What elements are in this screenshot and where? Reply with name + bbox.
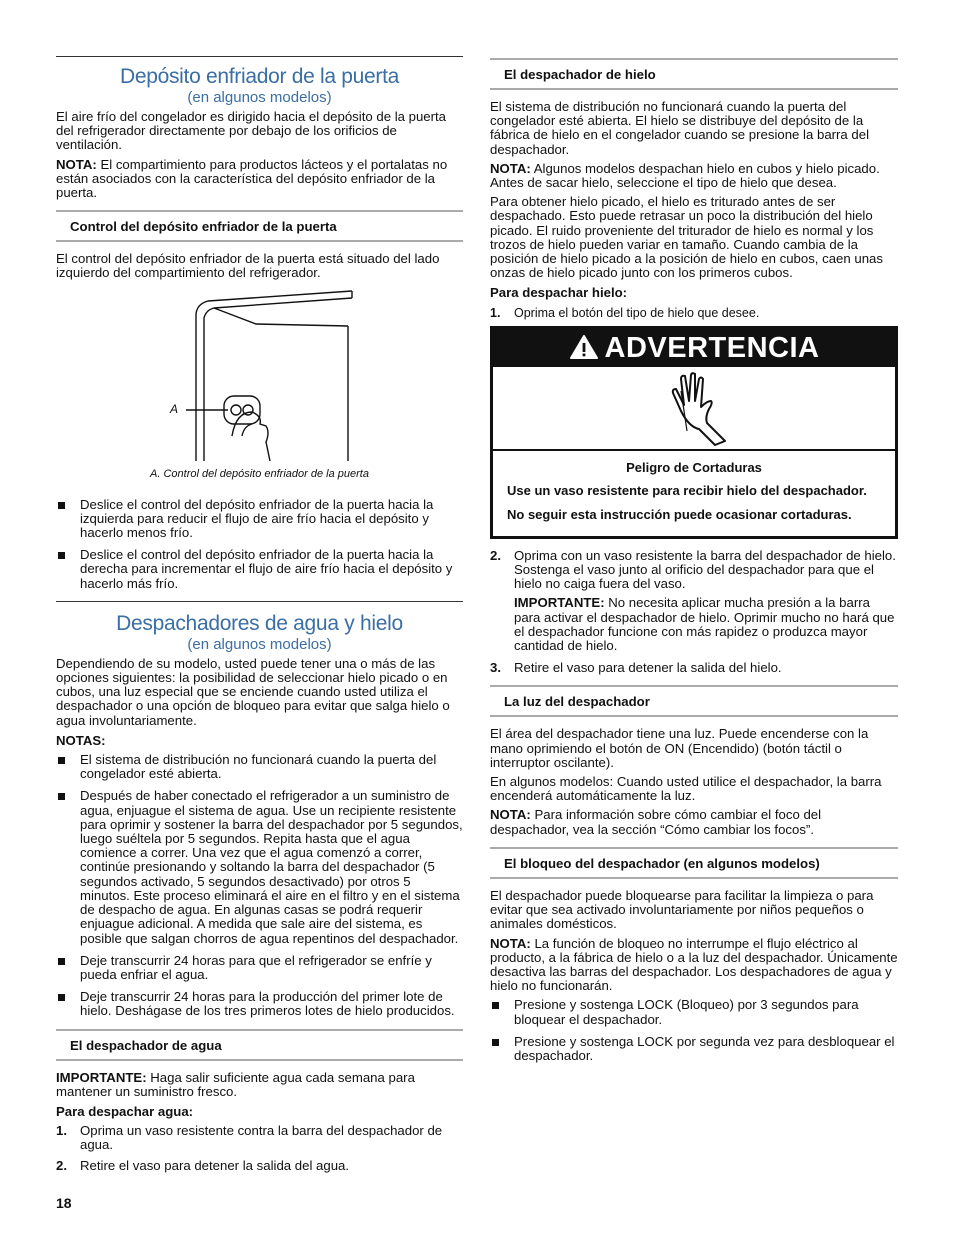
page-number: 18 xyxy=(56,1195,72,1211)
door-bin-control-figure xyxy=(56,286,463,466)
note: NOTA: La función de bloqueo no interrumpe el flujo eléctrico al producto, a la fábrica de hielo o a la luz del despachador. Únicamente desactiva las barras del despachador. Los despachadores de agua y hielo no funcionarán. xyxy=(490,935,898,994)
warning-body xyxy=(493,451,895,536)
paragraph: El control del depósito enfriador de la puerta está situado del lado izquierdo del compartimiento del refrigerador. xyxy=(56,251,440,281)
dispense-ice-label: Para despachar hielo: xyxy=(490,285,628,301)
list-item: Después de haber conectado el refrigerador a un suministro de agua, enjuague el sistema de agua. Use un recipiente resistente para oprimir y sostener la barra del despachador por 5 segundos, luego suéltela por 5 segundos. Repita hasta que el agua comience a correr. Una vez que el agua comenzó a correr, continúe presionando y soltando la barra del despachador (5 segundos activado, 5 segundos desactivado) por otros 5 minutos. Este proceso eliminará el aire en el filtro y en el sistema de despacho de agua. En algunas casas se podrá requerir enjuague adicional. A medida que sale aire del sistema, es posible que salgan chorros de agua repentinos del despachador. xyxy=(56,789,463,945)
note: NOTA: Algunos modelos despachan hielo en cubos y hielo picado. Antes de sacar hielo, seleccione el tipo de hielo que desea. xyxy=(490,160,880,191)
subheading-ice-dispenser: El despachador de hielo xyxy=(490,58,898,90)
section-rule xyxy=(56,601,463,612)
refrigerator-door-illustration xyxy=(56,286,463,466)
top-rule xyxy=(56,56,463,65)
note: NOTA: Para información sobre cómo cambiar el foco del despachador, vea la sección “Cómo cambiar los focos”. xyxy=(490,807,822,837)
paragraph: En algunos modelos: Cuando usted utilice el despachador, la barra encenderá automáticamente la luz. xyxy=(490,774,882,804)
subheading-dispenser-light: La luz del despachador xyxy=(490,685,898,717)
dispense-water-label: Para despachar agua: xyxy=(56,1103,194,1119)
list-item: 2. Oprima con un vaso resistente la barra del despachador de hielo. Sostenga el vaso junto al orificio del despachador para que el hielo no caiga fuera del vaso. IMPORTANTE: No necesita aplicar mucha presión a la barra para activar el despachador de hielo. Oprimir mucho no hará que el despachador funcione con más rapidez o produzca mayor cantidad de hielo. xyxy=(490,549,898,653)
warning-header: ADVERTENCIA xyxy=(493,329,895,367)
figure-label-a: A xyxy=(170,401,179,416)
list-item: 1. Oprima el botón del tipo de hielo que desee. xyxy=(490,305,760,320)
list-item: 3. Retire el vaso para detener la salida del hielo. xyxy=(490,660,782,676)
paragraph: El aire frío del congelador es dirigido hacia el depósito de la puerta del refrigerador directamente por debajo de los orificios de ventilación. xyxy=(56,109,447,153)
subheading-door-bin-control: Control del depósito enfriador de la puerta xyxy=(56,210,463,242)
warning-line: No seguir esta instrucción puede ocasionar cortaduras. xyxy=(507,506,852,522)
list-item: El sistema de distribución no funcionará cuando la puerta del congelador esté abierta. xyxy=(56,753,463,781)
list-item: Presione y sostenga LOCK por segunda vez para desbloquear el despachador. xyxy=(490,1035,898,1063)
paragraph: El área del despachador tiene una luz. Puede encenderse con la mano oprimiendo el botón de ON (Encendido) (botón táctil o interruptor oscilante). xyxy=(490,726,869,770)
lock-bullet-list xyxy=(490,998,898,1063)
section-subtitle: (en algunos modelos) xyxy=(187,89,332,106)
list-item: Deslice el control del depósito enfriador de la puerta hacia la derecha para incrementar el flujo de aire frío hacia el depósito y hacerlo más frío. xyxy=(56,548,463,591)
warning-box xyxy=(490,326,898,539)
left-column xyxy=(56,56,463,1179)
paragraph: El sistema de distribución no funcionará cuando la puerta del congelador esté abierta. El hielo se distribuye del depósito de la fábrica de hielo en el congelador cuando se presione la barra del despachador. xyxy=(490,99,870,157)
list-item: Presione y sostenga LOCK (Bloqueo) por 3 segundos para bloquear el despachador. xyxy=(490,998,898,1026)
important-note: IMPORTANTE: No necesita aplicar mucha presión a la barra para activar el despachador de hielo. Oprimir mucho no hará que el despachador funcione con más rapidez o produzca mayor cantidad de hielo. xyxy=(514,595,895,654)
list-item: 1. Oprima un vaso resistente contra la barra del despachador de agua. xyxy=(56,1123,443,1153)
list-item: Deje transcurrir 24 horas para que el refrigerador se enfríe y pueda enfriar el agua. xyxy=(56,954,463,982)
section-subtitle: (en algunos modelos) xyxy=(187,635,332,653)
paragraph: El despachador puede bloquearse para facilitar la limpieza o para evitar que sea activado involuntariamente por niños pequeños o animales domésticos. xyxy=(490,887,874,932)
section-title-dispensers: Despachadores de agua y hielo xyxy=(116,611,403,635)
warning-triangle-icon xyxy=(569,334,599,360)
paragraph: Para obtener hielo picado, el hielo es triturado antes de ser despachado. Esto puede retrasar un poco la distribución del hielo picado. El ruido proveniente del triturador de hielo es normal y los trozos de hielo pueden variar en tamaño. Cuando cambia de la posición de hielo picado a la posición de hielo en cubos, caen unas onzas de hielo picado junto con los primeros cubos. xyxy=(490,194,883,281)
right-column xyxy=(490,58,898,1071)
ice-steps-list xyxy=(490,306,898,320)
warning-pictogram xyxy=(493,367,895,451)
water-steps-list xyxy=(56,1124,463,1173)
list-item: 2. Retire el vaso para detener la salida del agua. xyxy=(56,1157,350,1173)
hazard-title: Peligro de Cortaduras xyxy=(626,459,762,475)
list-item: Deje transcurrir 24 horas para la producción del primer lote de hielo. Deshágase de los tres primeros lotes de hielo producidos. xyxy=(56,990,463,1018)
control-bullet-list xyxy=(56,498,463,591)
figure-caption: A. Control del depósito enfriador de la puerta xyxy=(150,467,369,480)
note: NOTA: El compartimiento para productos lácteos y el portalatas no están asociados con la característica del depósito enfriador de la puerta. xyxy=(56,156,448,201)
ice-steps-list-continued xyxy=(490,549,898,676)
paragraph: Dependiendo de su modelo, usted puede tener una o más de las opciones siguientes: la posibilidad de seleccionar hielo picado o en cubos, una luz especial que se enciende cuando usted utiliza el despachador o una opción de bloqueo para evitar que salga hielo o agua involuntariamente. xyxy=(56,655,450,728)
list-item: Deslice el control del depósito enfriador de la puerta hacia la izquierda para reducir el flujo de aire frío hacia el depósito y hacerlo menos frío. xyxy=(56,498,463,541)
important-note: IMPORTANTE: Haga salir suficiente agua cada semana para mantener un suministro fresco. xyxy=(56,1069,415,1099)
cut-hand-icon xyxy=(659,371,739,447)
notes-bullet-list xyxy=(56,753,463,1018)
notes-label: NOTAS: xyxy=(56,732,106,748)
warning-line: Use un vaso resistente para recibir hielo del despachador. xyxy=(507,482,867,498)
subheading-water-dispenser: El despachador de agua xyxy=(56,1029,463,1061)
subheading-dispenser-lock: El bloqueo del despachador (en algunos modelos) xyxy=(490,847,898,879)
section-title-door-bin: Depósito enfriador de la puerta xyxy=(119,65,400,88)
